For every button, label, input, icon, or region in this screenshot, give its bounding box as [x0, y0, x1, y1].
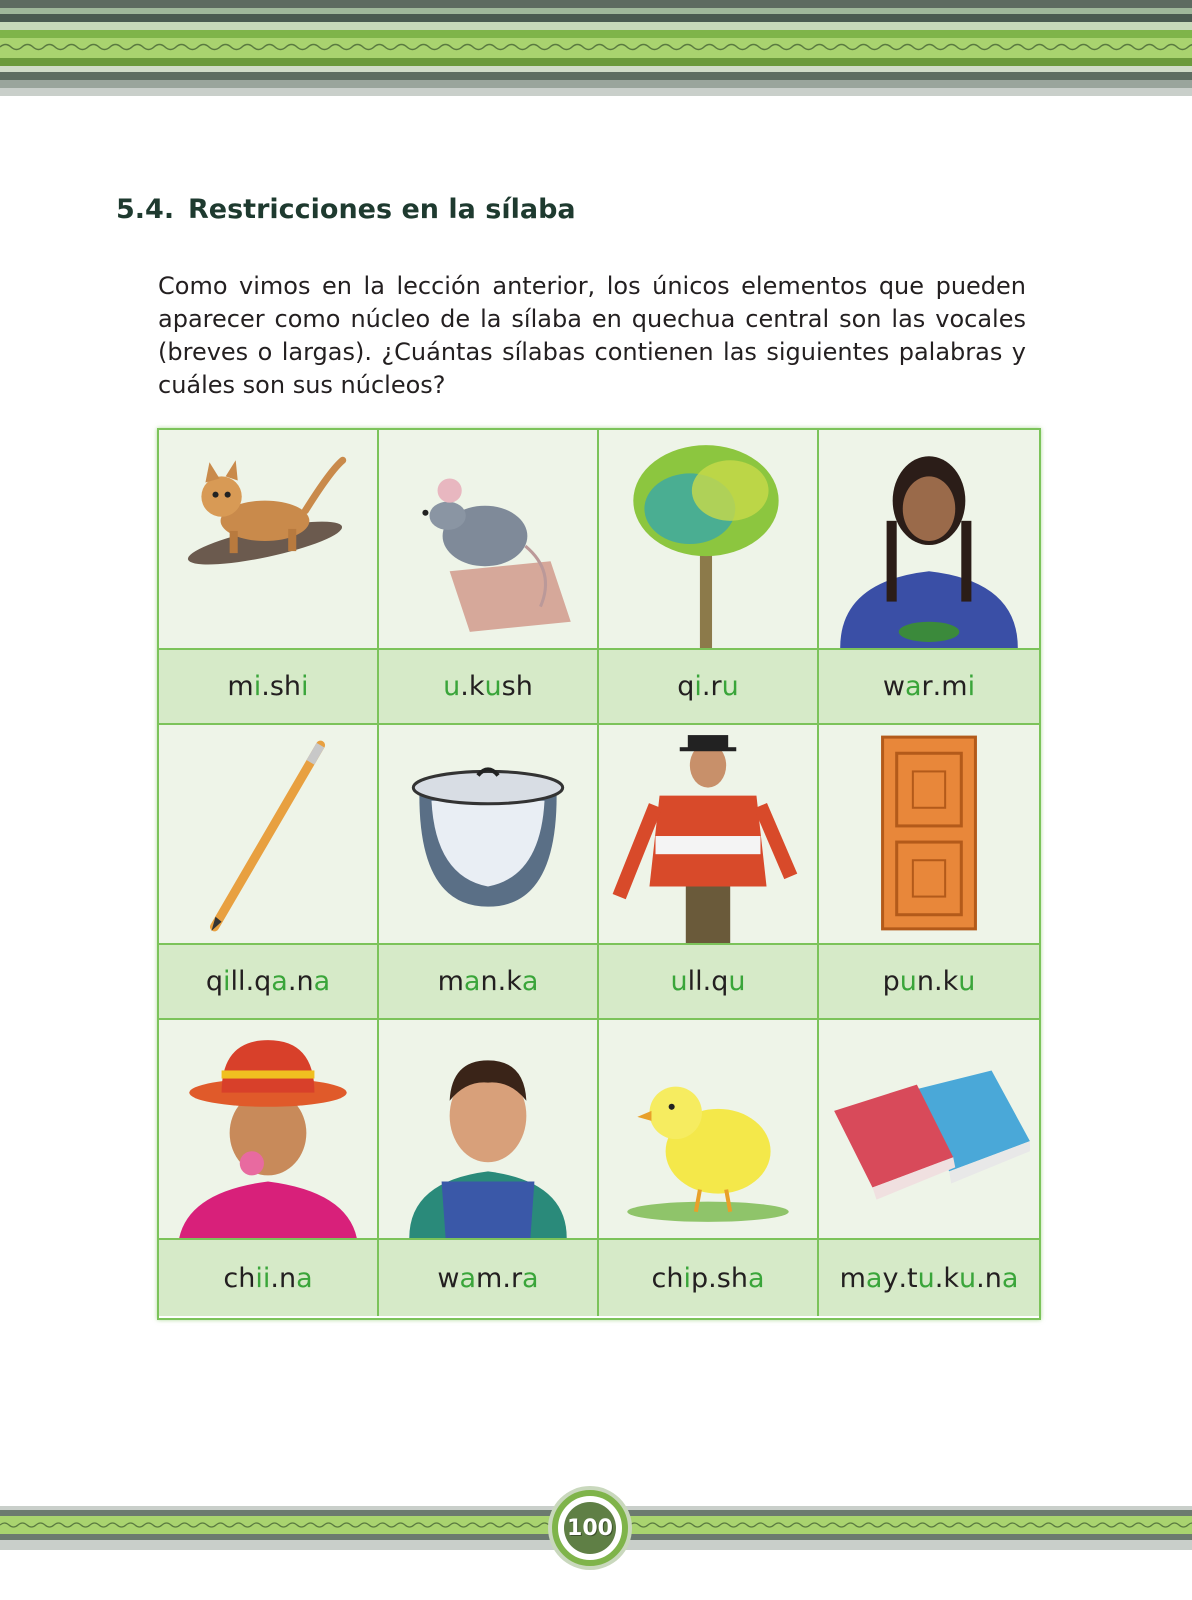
word-label: m i . s h i — [159, 650, 379, 725]
page-number: 100 — [564, 1502, 616, 1554]
word-label: w a r . m i — [819, 650, 1039, 725]
pencil-icon — [159, 725, 377, 943]
tree-icon — [599, 430, 817, 648]
intro-paragraph: Como vimos en la lección anterior, los únicos elementos que pueden aparecer como núcleo de la sílaba en quechua central son las vocales (breves o largas). ¿Cuántas sílabas contienen las siguientes palabras y cuáles son sus núcleos? — [158, 272, 1026, 399]
picture-cell — [819, 430, 1039, 650]
pot-icon — [379, 725, 597, 943]
word-label: u . k u s h — [379, 650, 599, 725]
books-icon — [819, 1020, 1039, 1238]
picture-cell — [599, 725, 819, 945]
girl-icon — [159, 1020, 377, 1238]
picture-cell — [599, 1020, 819, 1240]
word-label: q i l l . q a . n a — [159, 945, 379, 1020]
section-title — [116, 194, 576, 225]
word-label: m a n . k a — [379, 945, 599, 1020]
section-title-text: Restricciones en la sílaba — [188, 194, 576, 226]
boy-icon — [379, 1020, 597, 1238]
word-label: c h i i . n a — [159, 1240, 379, 1316]
page-number-badge — [552, 1490, 628, 1566]
word-picture-grid — [157, 428, 1041, 1320]
top-decorative-band — [0, 0, 1192, 96]
picture-cell — [379, 1020, 599, 1240]
door-icon — [819, 725, 1039, 943]
chick-icon — [599, 1020, 817, 1238]
section-number: 5.4. — [116, 194, 175, 226]
word-label: m a y . t u . k u . n a — [819, 1240, 1039, 1316]
woman-icon — [819, 430, 1039, 648]
picture-cell — [819, 1020, 1039, 1240]
word-label: q i . r u — [599, 650, 819, 725]
picture-cell — [379, 430, 599, 650]
picture-cell — [159, 430, 379, 650]
man-icon — [599, 725, 817, 943]
picture-cell — [379, 725, 599, 945]
wave-pattern-icon — [0, 42, 1192, 52]
picture-cell — [819, 725, 1039, 945]
word-label: u l l . q u — [599, 945, 819, 1020]
picture-cell — [159, 725, 379, 945]
word-label: w a m . r a — [379, 1240, 599, 1316]
mouse-icon — [379, 430, 597, 648]
picture-cell — [599, 430, 819, 650]
word-label: c h i p . s h a — [599, 1240, 819, 1316]
word-label: p u n . k u — [819, 945, 1039, 1020]
cat-icon — [159, 430, 377, 648]
picture-cell — [159, 1020, 379, 1240]
